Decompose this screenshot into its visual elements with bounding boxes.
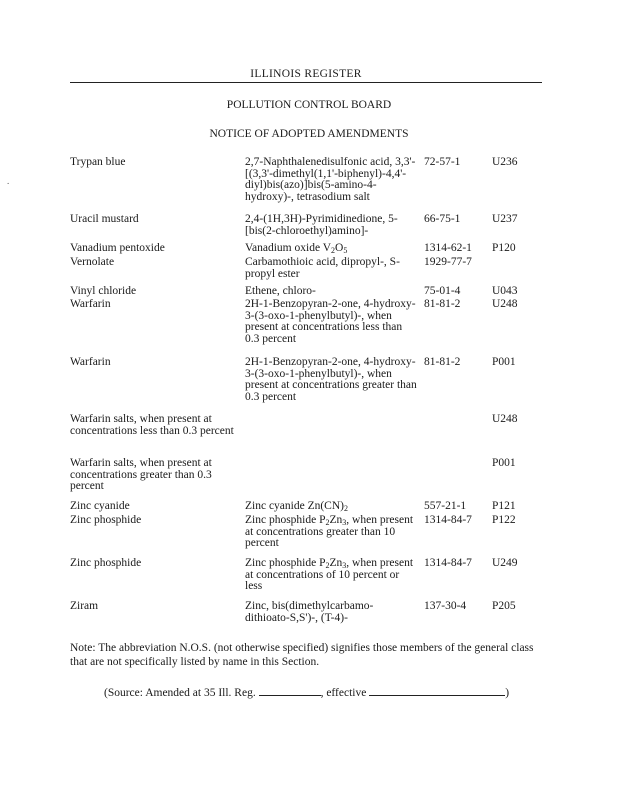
board-title: POLLUTION CONTROL BOARD — [226, 99, 392, 111]
substance-name: Zinc phosphide — [70, 514, 142, 526]
abbreviation-note: Note: The abbreviation N.O.S. (not otherwise specified) signifies those members of the general class that are not specifically listed by name in this Section. — [70, 642, 534, 668]
cas-number: 81-81-2 — [424, 356, 461, 368]
substance-name: Warfarin — [70, 356, 111, 368]
hazardous-waste-code: U249 — [492, 557, 518, 569]
chemical-description: 2H-1-Benzopyran-2-one, 4-hydroxy-3-(3-oxo-1-phenylbutyl)-, when present at concentrations less than 0.3 percent — [245, 298, 416, 345]
hazardous-waste-code: P120 — [492, 242, 516, 254]
chemical-description: Vanadium oxide $V_2O_5$ — [245, 242, 348, 255]
substance-name: Zinc cyanide — [70, 500, 130, 512]
cas-number: 1314-84-7 — [424, 557, 472, 569]
substance-name: Trypan blue — [70, 156, 126, 168]
substance-name: Uracil mustard — [70, 213, 139, 225]
hazardous-waste-code: U236 — [492, 156, 518, 168]
hazardous-waste-code: U043 — [492, 285, 518, 297]
chemical-description: Zinc, bis(dimethylcarbamo-dithioato-S,S')-, (T-4)- — [245, 600, 374, 624]
substance-name: Warfarin — [70, 298, 111, 310]
hazardous-waste-code: P122 — [492, 514, 516, 526]
hazardous-waste-code: P001 — [492, 356, 516, 368]
cas-number: 75-01-4 — [424, 285, 461, 297]
substance-name: Zinc phosphide — [70, 557, 142, 569]
substance-name: Warfarin salts, when present at concentrations less than 0.3 percent — [70, 413, 234, 437]
cas-number: 66-75-1 — [424, 213, 461, 225]
hazardous-waste-code: U248 — [492, 413, 518, 425]
hazardous-waste-code: U237 — [492, 213, 518, 225]
source-citation — [104, 684, 509, 700]
cas-number: 1314-62-1 — [424, 242, 472, 254]
chemical-description: Zinc phosphide $P_2Zn_3$, when present at concentrations greater than 10 percent — [245, 514, 414, 549]
chemical-description: Zinc phosphide $P_2Zn_3$, when present at concentrations of 10 percent or less — [245, 557, 414, 592]
hazardous-waste-code: U248 — [492, 298, 518, 310]
effective-date-blank — [369, 684, 505, 696]
substance-name: Vinyl chloride — [70, 285, 137, 297]
cas-number: 81-81-2 — [424, 298, 461, 310]
substance-name: Ziram — [70, 600, 99, 612]
register-header: ILLINOIS REGISTER — [70, 68, 542, 83]
cas-number: 137-30-4 — [424, 600, 467, 612]
source-suffix: ) — [505, 687, 510, 699]
cas-number: 72-57-1 — [424, 156, 461, 168]
substance-name: Vernolate — [70, 256, 115, 268]
chemical-description: Ethene, chloro- — [245, 285, 316, 297]
substance-name: Vanadium pentoxide — [70, 242, 165, 254]
source-effective-label: , effective — [320, 687, 367, 699]
substance-name: Warfarin salts, when present at concentrations greater than 0.3 percent — [70, 457, 212, 492]
chemical-description: Zinc cyanide $Zn(CN)_2$ — [245, 500, 348, 513]
source-prefix: (Source: Amended at 35 Ill. Reg. — [104, 687, 256, 699]
hazardous-waste-code: P001 — [492, 457, 516, 469]
cas-number: 557-21-1 — [424, 500, 467, 512]
hazardous-waste-code: P205 — [492, 600, 516, 612]
cas-number: 1314-84-7 — [424, 514, 472, 526]
chemical-description: Carbamothioic acid, dipropyl-, S-propyl ester — [245, 256, 400, 280]
register-volume-blank — [259, 684, 321, 696]
chemical-description: 2,7-Naphthalenedisulfonic acid, 3,3'-[(3,3'-dimethyl(1,1'-biphenyl)-4,4'-diyl)bis(azo)]bis(5-amino-4-hydroxy)-, tetrasodium salt — [245, 156, 416, 203]
chemical-description: 2,4-(1H,3H)-Pyrimidinedione, 5-[bis(2-chloroethyl)amino]- — [245, 213, 398, 237]
margin-mark: . — [7, 176, 10, 186]
notice-title: NOTICE OF ADOPTED AMENDMENTS — [209, 128, 409, 140]
hazardous-waste-code: P121 — [492, 500, 516, 512]
cas-number: 1929-77-7 — [424, 256, 472, 268]
chemical-description: 2H-1-Benzopyran-2-one, 4-hydroxy-3-(3-oxo-1-phenylbutyl)-, when present at concentrations greater than 0.3 percent — [245, 356, 417, 403]
